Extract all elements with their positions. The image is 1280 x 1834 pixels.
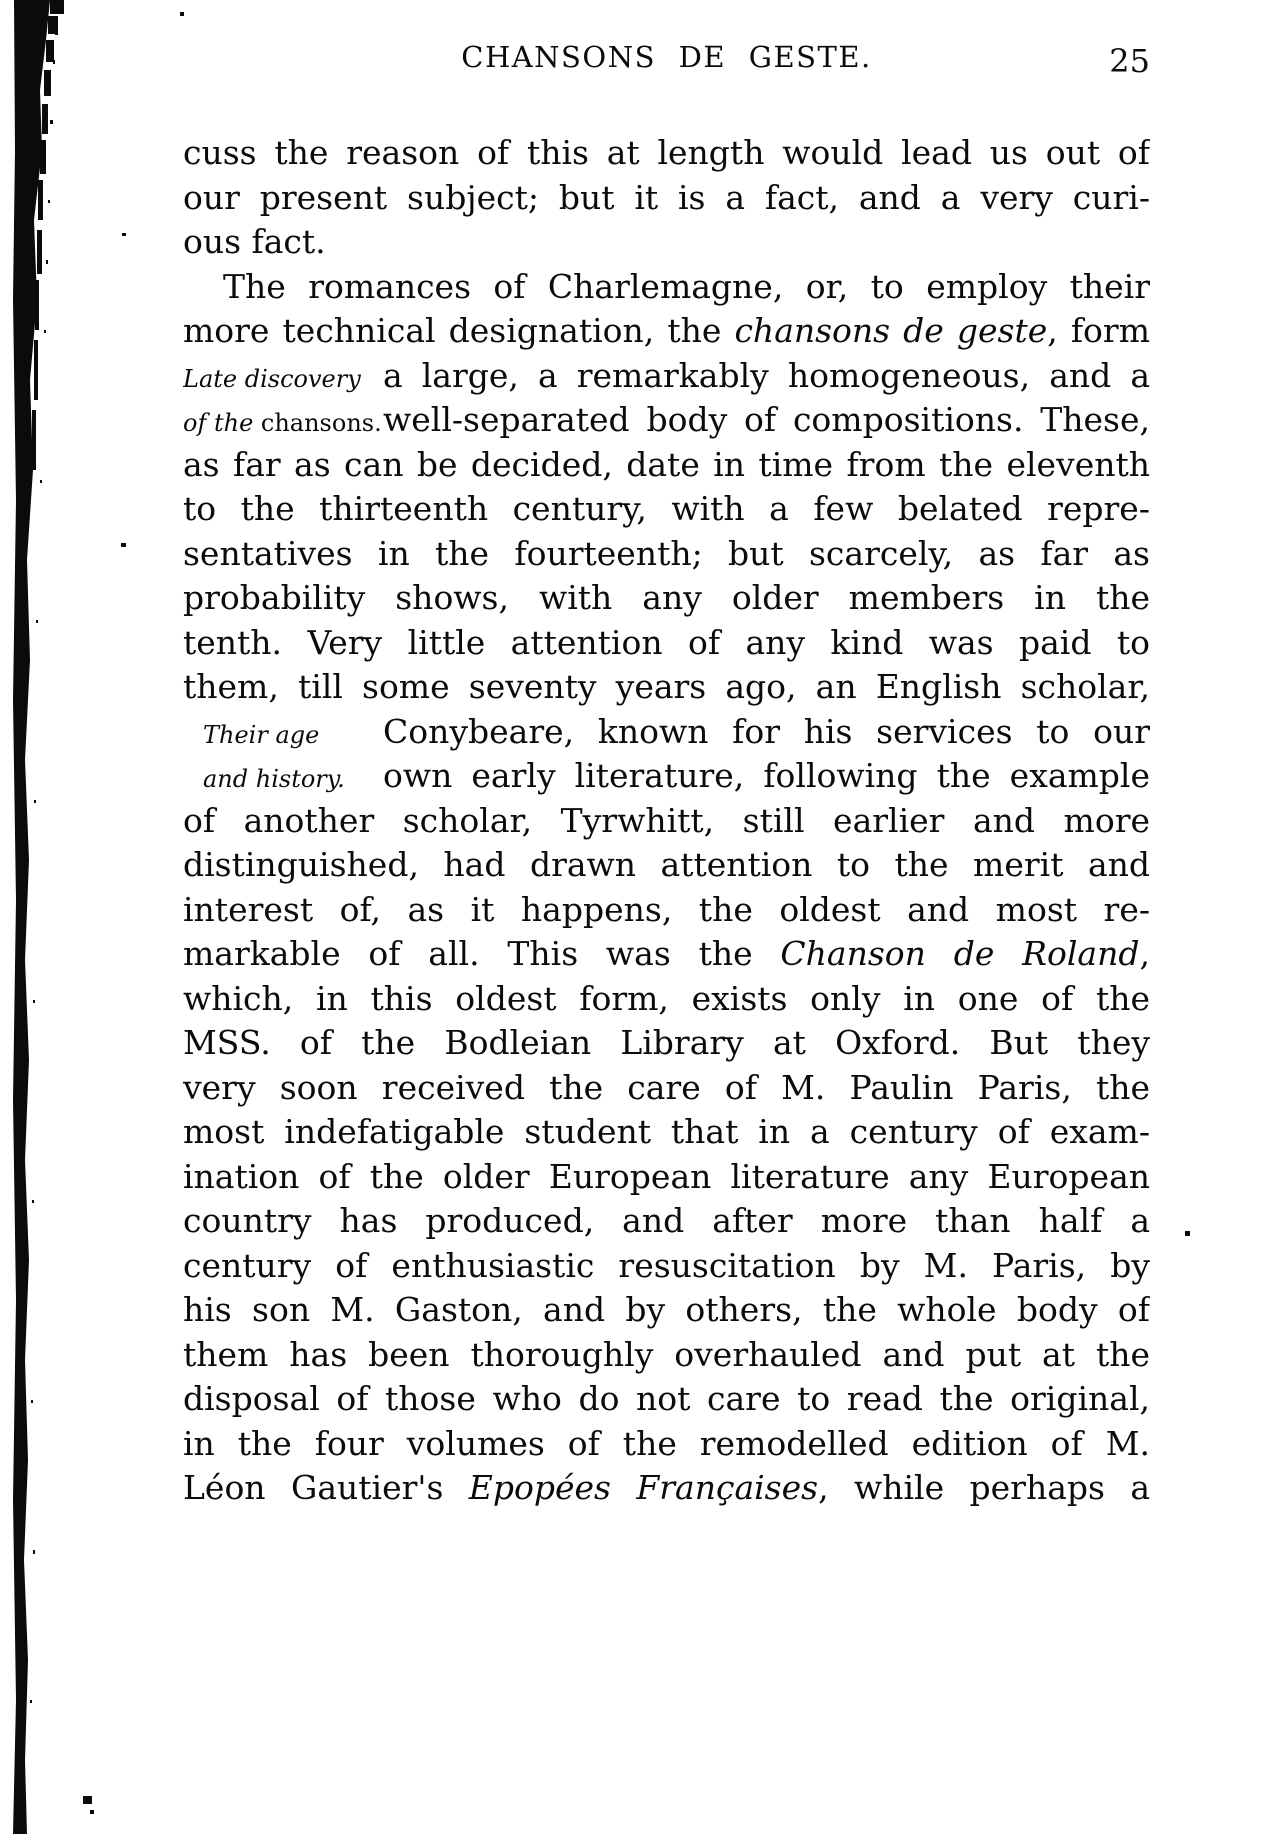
line-text — [183, 621, 1150, 666]
margin-note — [183, 398, 383, 443]
line-text — [183, 131, 1150, 176]
line-text — [183, 932, 1150, 977]
text-segment: in the four volumes of the remodelled edition of M. — [183, 1423, 1150, 1463]
line-text — [183, 176, 1150, 221]
text-segment: markable of all. This was the — [183, 934, 781, 973]
margin-note — [183, 354, 383, 399]
italic-text: and history. — [203, 765, 345, 793]
text-line — [183, 799, 1150, 844]
text-line — [183, 1110, 1150, 1155]
line-text — [183, 799, 1150, 844]
text-segment: of another scholar, Tyrwhitt, still earlier and more — [183, 800, 1150, 840]
italic-text: of the — [183, 409, 254, 437]
text-segment: interest of, as it happens, the oldest and most re- — [183, 889, 1150, 929]
text-line — [183, 1155, 1150, 1200]
line-text — [183, 220, 1150, 265]
text-line — [183, 265, 1150, 310]
text-segment: cuss the reason of this at length would lead us out of — [183, 133, 1150, 172]
line-text — [183, 1288, 1150, 1333]
line-text — [183, 1066, 1150, 1111]
italic-text: Their age — [203, 720, 320, 749]
line-text — [183, 1199, 1150, 1244]
italic-text: Epopées Françaises — [468, 1468, 819, 1507]
text-segment: , — [1139, 934, 1150, 973]
text-segment: them has been thoroughly overhauled and put at the — [183, 1334, 1150, 1374]
text-line — [183, 754, 1150, 799]
text-segment: to the thirteenth century, with a few belated repre- — [183, 489, 1150, 528]
line-text — [183, 1155, 1150, 1200]
text-segment: century of enthusiastic resuscitation by M. Paris, by — [183, 1245, 1150, 1285]
text-line — [183, 176, 1150, 221]
text-line — [183, 1288, 1150, 1333]
text-segment: well-separated body of compositions. These, — [383, 400, 1150, 439]
line-text — [183, 1466, 1150, 1511]
line-text — [383, 754, 1150, 799]
text-segment: own early literature, following the example — [383, 756, 1150, 795]
text-segment: , form — [1047, 311, 1150, 350]
text-line — [183, 398, 1150, 443]
text-line — [183, 1066, 1150, 1111]
text-line — [183, 1377, 1150, 1422]
text-segment: ination of the older European literature any European — [183, 1156, 1150, 1196]
text-segment: probability shows, with any older members in the — [183, 578, 1150, 617]
text-line — [183, 443, 1150, 488]
text-segment: very soon received the care of M. Paulin Paris, the — [183, 1067, 1150, 1107]
text-line — [183, 309, 1150, 354]
text-line — [183, 576, 1150, 621]
text-segment: sentatives in the fourteenth; but scarcely, as far as — [183, 533, 1150, 573]
text-line — [183, 354, 1150, 399]
binding-strip — [13, 0, 64, 1834]
text-segment: MSS. of the Bodleian Library at Oxford. But they — [183, 1023, 1150, 1062]
text-line — [183, 1333, 1150, 1378]
text-block — [183, 131, 1150, 1511]
text-line — [183, 1199, 1150, 1244]
text-line — [183, 131, 1150, 176]
text-segment: distinguished, had drawn attention to the merit and — [183, 845, 1150, 884]
line-text — [183, 487, 1150, 532]
text-segment: The romances of Charlemagne, or, to employ their — [223, 266, 1150, 306]
text-line — [183, 1021, 1150, 1066]
text-line — [183, 487, 1150, 532]
text-segment: country has produced, and after more than half a — [183, 1201, 1150, 1240]
text-segment: most indefatigable student that in a century of exam- — [183, 1112, 1150, 1151]
italic-text: Chanson de Roland — [780, 934, 1140, 973]
line-text — [183, 1110, 1150, 1155]
text-segment: disposal of those who do not care to read the original, — [183, 1379, 1150, 1418]
text-line — [183, 220, 1150, 265]
text-line — [183, 888, 1150, 933]
italic-text: chansons de geste — [734, 311, 1048, 350]
italic-text: Late discovery — [183, 364, 361, 393]
line-text — [183, 443, 1150, 488]
text-line — [183, 843, 1150, 888]
line-text — [183, 1021, 1150, 1066]
text-segment: ous fact. — [183, 222, 326, 261]
line-text — [383, 398, 1150, 443]
text-segment: which, in this oldest form, exists only in one of the — [183, 978, 1150, 1018]
text-line — [183, 665, 1150, 710]
line-text — [183, 576, 1150, 621]
line-text — [183, 665, 1150, 710]
line-text — [183, 1244, 1150, 1289]
line-text — [183, 532, 1150, 577]
line-text — [383, 354, 1150, 399]
text-line — [183, 532, 1150, 577]
text-segment: tenth. Very little attention of any kind was paid to — [183, 622, 1150, 662]
margin-note — [183, 710, 383, 755]
text-segment: as far as can be decided, date in time from the eleventh — [183, 444, 1150, 484]
line-text — [183, 1422, 1150, 1467]
line-text — [183, 1333, 1150, 1378]
text-segment: them, till some seventy years ago, an English scholar, — [183, 667, 1150, 706]
line-text — [183, 265, 1150, 310]
text-segment: a large, a remarkably homogeneous, and a — [383, 355, 1150, 395]
line-text — [183, 1377, 1150, 1422]
text-segment: Conybeare, known for his services to our — [383, 711, 1150, 751]
text-segment: Léon Gautier's — [183, 1468, 469, 1507]
margin-note — [183, 754, 383, 799]
text-line — [183, 932, 1150, 977]
line-text — [183, 843, 1150, 888]
page-header — [183, 40, 1150, 90]
text-segment: more technical designation, the — [183, 311, 735, 350]
text-line — [183, 621, 1150, 666]
page-number: 25 — [1109, 42, 1150, 80]
text-line — [183, 1422, 1150, 1467]
text-segment: chansons. — [253, 409, 382, 437]
text-segment: our present subject; but it is a fact, and a very curi- — [183, 177, 1150, 217]
line-text — [183, 309, 1150, 354]
text-line — [183, 977, 1150, 1022]
text-segment: , while perhaps a — [818, 1468, 1150, 1507]
text-line — [183, 1466, 1150, 1511]
text-line — [183, 1244, 1150, 1289]
line-text — [183, 977, 1150, 1022]
text-segment: his son M. Gaston, and by others, the whole body of — [183, 1290, 1150, 1329]
running-title: CHANSONS DE GESTE. — [461, 40, 872, 74]
line-text — [183, 888, 1150, 933]
text-line — [183, 710, 1150, 755]
line-text — [383, 710, 1150, 755]
